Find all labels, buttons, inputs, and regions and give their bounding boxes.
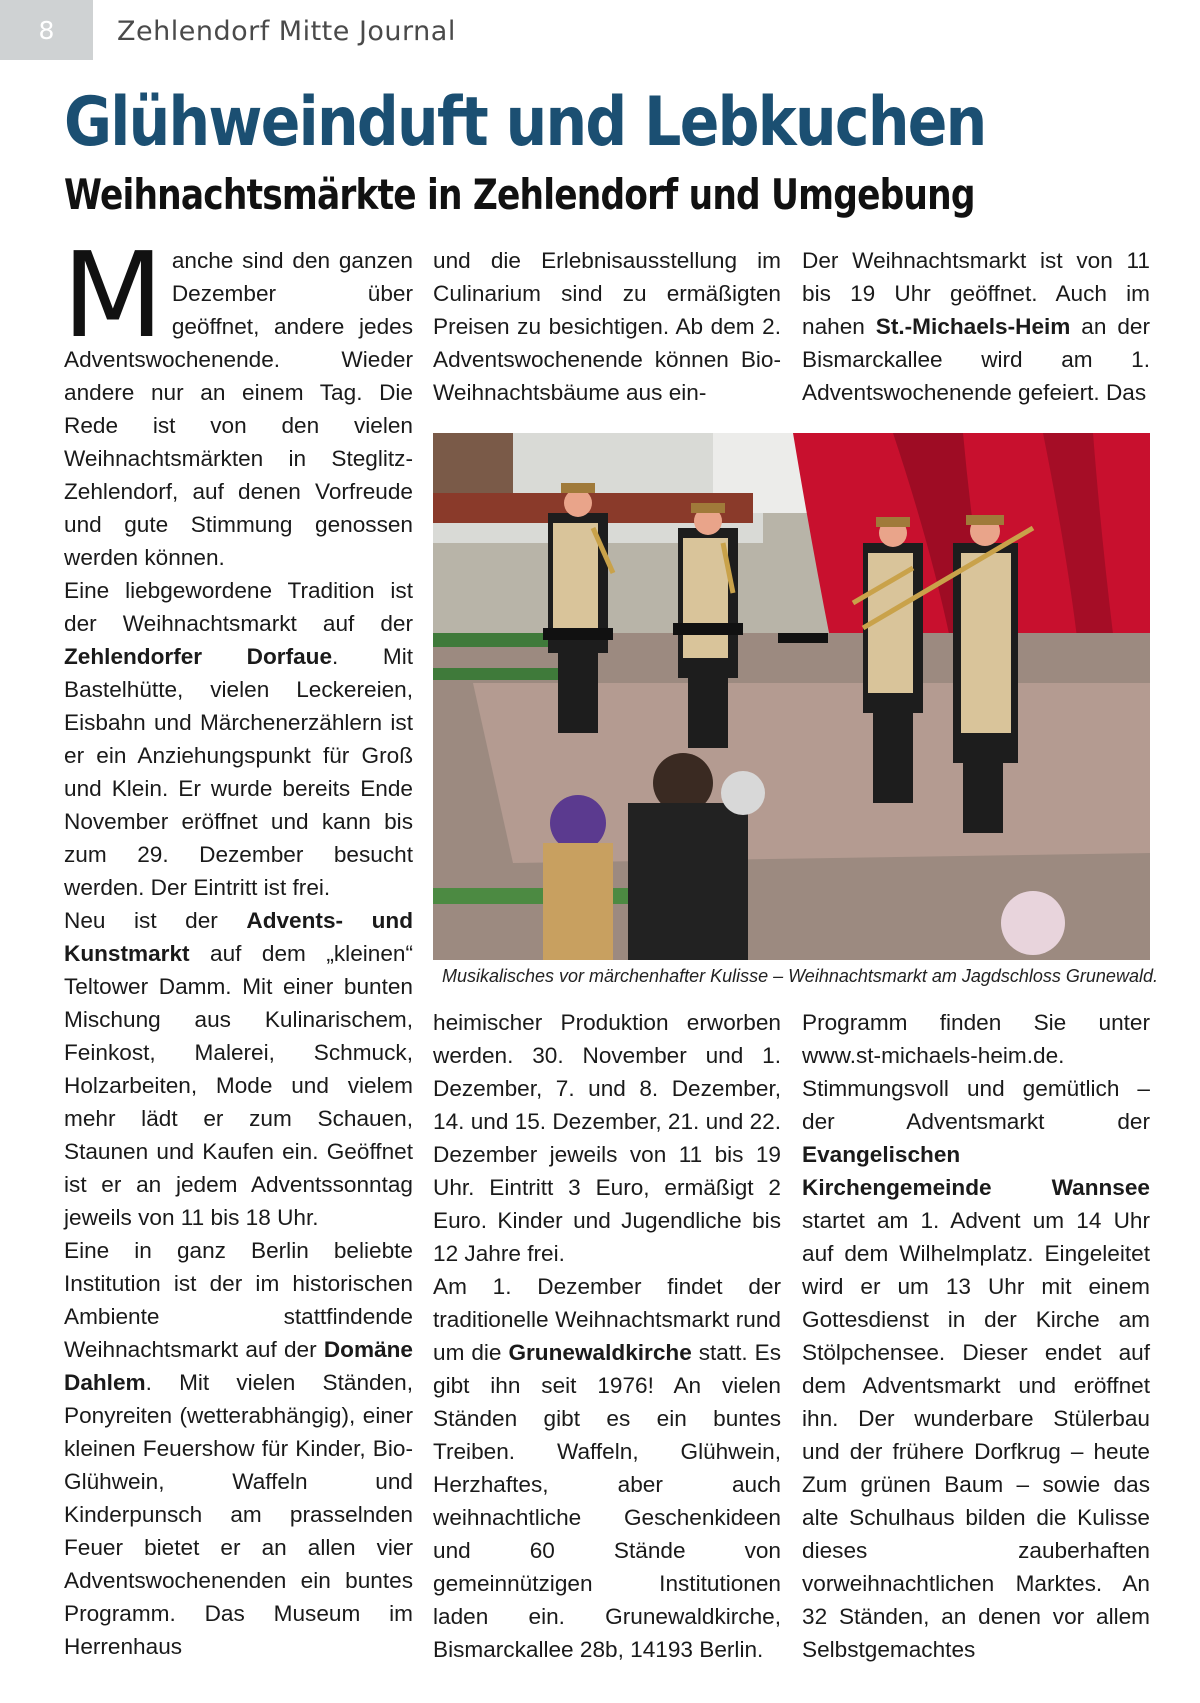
text: . Mit Bastelhütte, vielen Leckereien, Eisbahn und Märchenerzählern ist er ein Anziehungspunkt für Groß und Klein. Er wurde bereits Ende November eröffnet und kann bis zum 29. Dezember besucht werden. Der Eintritt ist frei. [64, 644, 413, 900]
photo-caption: Musikalisches vor märchenhafter Kulisse – Weihnachtsmarkt am Jagdschloss Grunewald. [442, 966, 1158, 986]
bold-text: Zehlendorfer Dorfaue [64, 644, 333, 669]
article-subheadline: Weihnachtsmärkte in Zehlendorf und Umgebung [64, 170, 975, 219]
journal-title: Zehlendorf Mitte Journal [117, 16, 456, 47]
article-headline: Glühweinduft und Lebkuchen [64, 83, 986, 162]
paragraph [802, 1072, 1150, 1666]
paragraph [64, 904, 413, 1234]
text: Eine in ganz Berlin beliebte Institution ist der im historischen Ambiente stattfindende Weihnachtsmarkt auf der [64, 1238, 413, 1362]
brass-band-photo [433, 433, 1150, 960]
paragraph: Programm finden Sie unter www.st-michaels-heim.de. [802, 1010, 1150, 1068]
column-2-bottom [433, 1006, 781, 1666]
bold-text: Advents- und Kunstmarkt [64, 908, 413, 966]
column-3-top [802, 244, 1150, 409]
bold-text: Grunewaldkirche [508, 1340, 692, 1365]
photo-illustration [433, 433, 1150, 960]
text: Am 1. Dezember findet der traditionelle Weihnachtsmarkt rund um die [433, 1274, 781, 1365]
text: startet am 1. Advent um 14 Uhr auf dem Wilhelmplatz. Eingeleitet wird er um 13 Uhr mit einem Gottesdienst in der Kirche am Stölpchensee. Dieser endet auf dem Adventsmarkt und eröffnet ihn. Der wunderbare Stülerbau und der frühere Dorfkrug – heute Zum grünen Baum – sowie das alte Schulhaus bilden die Kulisse dieses zauberhaften vorweihnachtlichen Marktes. An 32 Ständen, an denen vor allem Selbstgemachtes [802, 1208, 1150, 1662]
paragraph [802, 244, 1150, 409]
text: Der Weihnachtsmarkt ist von 11 bis 19 Uhr geöffnet. Auch im nahen [802, 248, 1150, 339]
paragraph [64, 1234, 413, 1663]
column-3-bottom [802, 1006, 1150, 1666]
column-1 [62, 226, 413, 1663]
text: an der Bismarckallee wird am 1. Adventswochenende gefeiert. Das [802, 314, 1151, 405]
drop-cap: M [62, 226, 164, 364]
page-number: 8 [0, 0, 93, 60]
text: . Mit vielen Ständen, Ponyreiten (wetterabhängig), einer kleinen Feuershow für Kinder, Bio-Glühwein, Waffeln und Kinderpunsch am prasselnden Feuer bietet er an allen vier Adventswochenenden ein buntes Programm. Das Museum im Herrenhaus [64, 1370, 413, 1659]
text: statt. Es gibt ihn seit 1976! An vielen Ständen gibt es ein buntes Treiben. Waffeln, Glühwein, Herzhaftes, aber auch weihnachtliche Geschenkideen und 60 Stände von gemeinnützigen Institutionen laden ein. Grunewaldkirche, Bismarckallee 28b, 14193 Berlin. [433, 1340, 781, 1662]
bold-text: Domäne Dahlem [64, 1337, 413, 1395]
paragraph: heimischer Produktion erworben werden. 30. November und 1. Dezember, 7. und 8. Dezember, 14. und 15. Dezember, 21. und 22. Dezember jeweils von 11 bis 19 Uhr. Eintritt 3 Euro, ermäßigt 2 Euro. Kinder und Jugendliche bis 12 Jahre frei. [433, 1010, 781, 1266]
text: Neu ist der [64, 908, 247, 933]
bold-text: St.-Michaels-Heim [875, 314, 1071, 339]
bold-text: Evangelischen Kirchengemeinde Wannsee [802, 1142, 1150, 1200]
text: Eine liebgewordene Tradition ist der Weihnachtsmarkt auf der [64, 578, 413, 636]
paragraph [64, 574, 413, 904]
text: Stimmungsvoll und gemütlich – der Adventsmarkt der [802, 1076, 1150, 1134]
paragraph [433, 1270, 781, 1666]
column-2-top [433, 244, 781, 409]
text: auf dem „kleinen“ Teltower Damm. Mit einer bunten Mischung aus Kulinarischem, Feinkost, Malerei, Schmuck, Holzarbeiten, Mode und vielem mehr lädt er zum Schauen, Staunen und Kaufen ein. Geöffnet ist er an jedem Adventssonntag jeweils von 11 bis 18 Uhr. [64, 941, 413, 1230]
paragraph [62, 226, 413, 574]
paragraph: und die Erlebnisausstellung im Culinarium sind zu ermäßigten Preisen zu besichtigen. Ab dem 2. Adventswochenende können Bio-Weihnachtsbäume aus ein- [433, 248, 781, 405]
text: anche sind den ganzen Dezember über geöffnet, andere jedes Adventswochenende. Wieder andere nur an einem Tag. Die Rede ist von den vielen Weihnachtsmärkten in Steglitz-Zehlendorf, auf denen Vorfreude und gute Stimmung genossen werden können. [64, 248, 413, 570]
